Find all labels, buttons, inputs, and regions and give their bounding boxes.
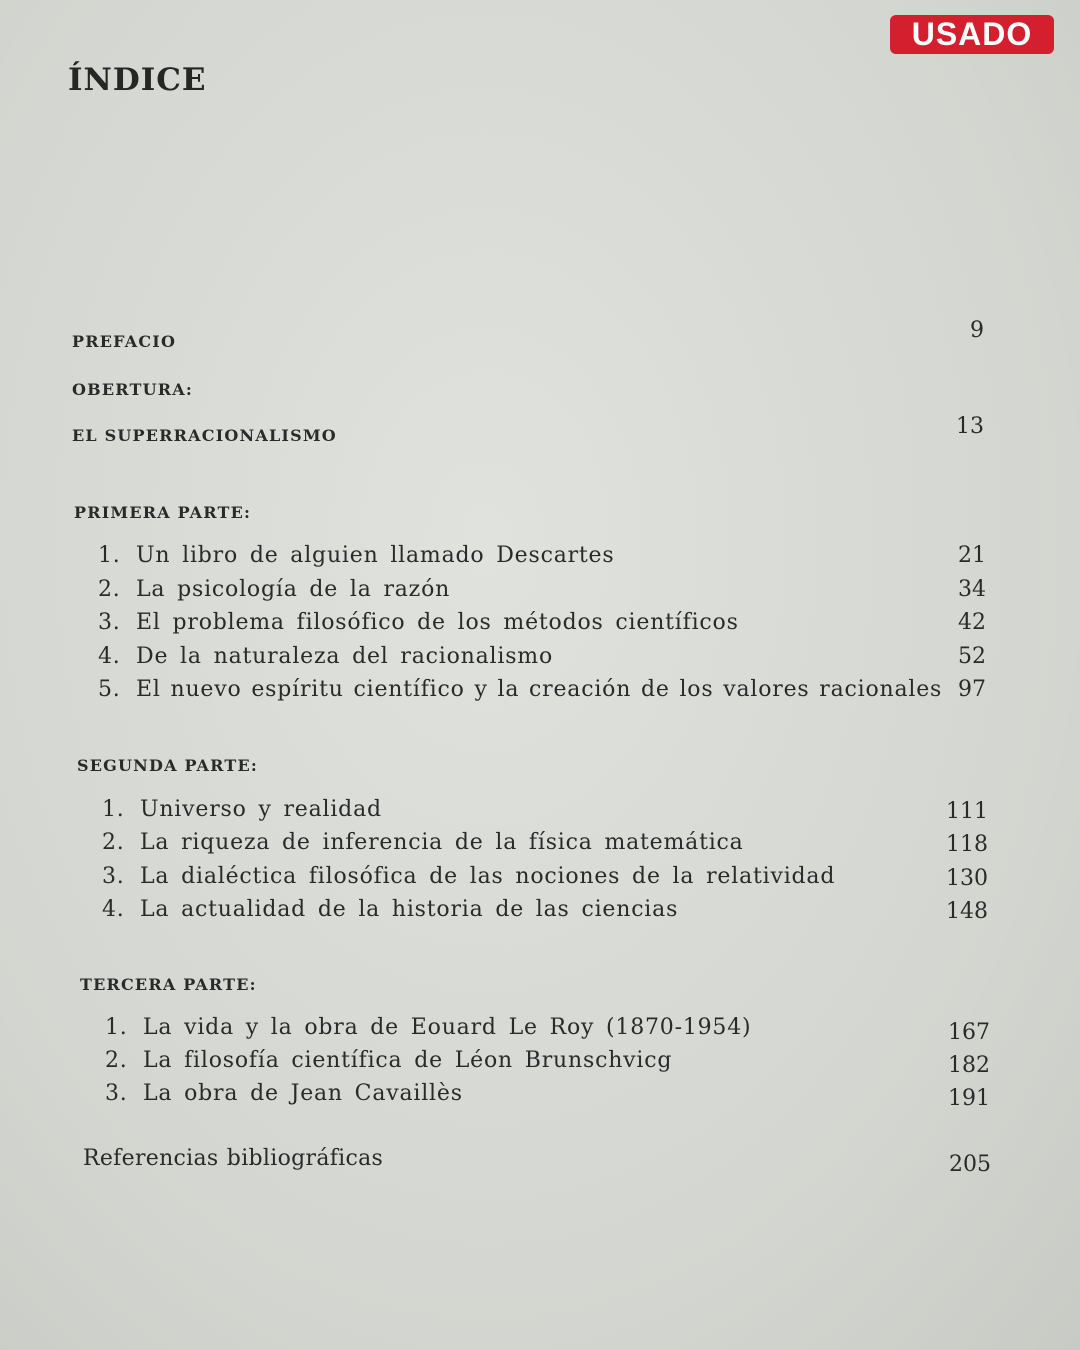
entry-title: La dialéctica filosófica de las nociones de la relatividad (140, 864, 836, 889)
toc-entry (102, 897, 678, 922)
entry-number: 3. (98, 610, 121, 635)
entry-number: 4. (98, 644, 121, 669)
entry-number: 3. (105, 1081, 128, 1106)
entry-title: La psicología de la razón (136, 577, 451, 602)
toc-entry (98, 577, 450, 602)
entry-number: 1. (98, 543, 121, 568)
toc-entry (98, 610, 739, 635)
prefacio-page: 9 (970, 318, 984, 343)
entry-page: 167 (948, 1020, 990, 1045)
entry-number: 1. (105, 1015, 128, 1040)
primera-parte-heading: PRIMERA PARTE: (74, 503, 252, 522)
toc-entry (98, 677, 942, 702)
toc-entry (98, 644, 553, 669)
entry-page: 34 (958, 577, 986, 602)
entry-number: 2. (98, 577, 121, 602)
referencias-label: Referencias bibliográficas (83, 1146, 384, 1171)
entry-number: 4. (102, 897, 125, 922)
segunda-parte-heading: SEGUNDA PARTE: (77, 756, 258, 775)
entry-page: 118 (946, 832, 988, 857)
entry-title: La riqueza de inferencia de la física matemática (140, 830, 744, 855)
entry-title: La obra de Jean Cavaillès (143, 1081, 463, 1106)
entry-page: 97 (958, 677, 986, 702)
entry-page: 148 (946, 899, 988, 924)
toc-entry (98, 543, 614, 568)
used-badge: USADO (890, 15, 1054, 54)
entry-number: 3. (102, 864, 125, 889)
entry-page: 130 (946, 866, 988, 891)
entry-page: 42 (958, 610, 986, 635)
entry-page: 182 (948, 1053, 990, 1078)
toc-entry (105, 1015, 751, 1040)
entry-title: Universo y realidad (140, 797, 382, 822)
obertura-subtitle: EL SUPERRACIONALISMO (72, 426, 337, 445)
entry-page: 191 (948, 1086, 990, 1111)
entry-page: 52 (958, 644, 986, 669)
entry-number: 1. (102, 797, 125, 822)
toc-entry (102, 864, 835, 889)
toc-entry (105, 1048, 672, 1073)
entry-title: El problema filosófico de los métodos científicos (136, 610, 739, 635)
entry-page: 111 (946, 799, 988, 824)
entry-title: La vida y la obra de Eouard Le Roy (1870-1954) (143, 1015, 752, 1040)
obertura-label: OBERTURA: (72, 380, 193, 399)
entry-number: 2. (102, 830, 125, 855)
entry-title: La actualidad de la historia de las ciencias (140, 897, 679, 922)
tercera-parte-heading: TERCERA PARTE: (80, 975, 257, 994)
obertura-page: 13 (956, 414, 984, 439)
entry-title: De la naturaleza del racionalismo (136, 644, 554, 669)
toc-entry (102, 830, 744, 855)
entry-title: Un libro de alguien llamado Descartes (136, 543, 615, 568)
referencias-page: 205 (949, 1152, 991, 1177)
toc-entry (102, 797, 382, 822)
page-title: ÍNDICE (68, 62, 207, 98)
toc-entry (105, 1081, 463, 1106)
entry-number: 5. (98, 677, 121, 702)
prefacio-label: PREFACIO (72, 332, 177, 351)
entry-title: La filosofía científica de Léon Brunschvicg (143, 1048, 673, 1073)
entry-page: 21 (958, 543, 986, 568)
entry-number: 2. (105, 1048, 128, 1073)
entry-title: El nuevo espíritu científico y la creación de los valores racionales (136, 677, 943, 702)
